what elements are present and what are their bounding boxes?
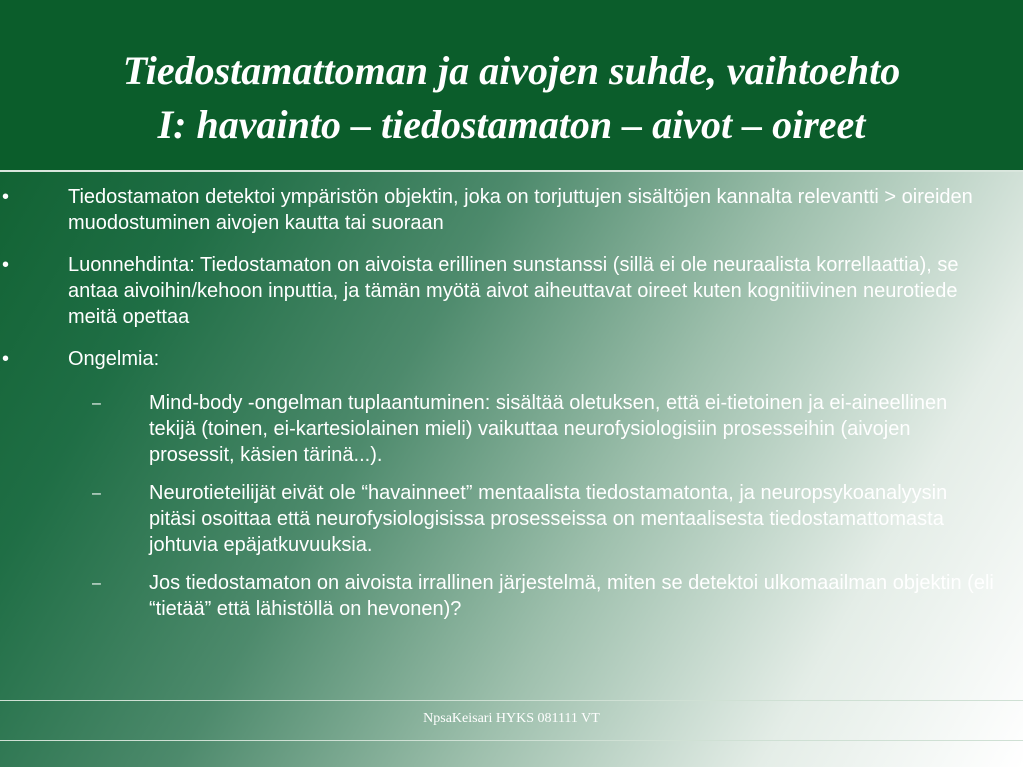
- bullet-marker: •: [2, 254, 10, 276]
- sub-bullet-text: Mind-body -ongelman tuplaantuminen: sisältää oletuksen, että ei-tietoinen ja ei-aineellinen tekijä (toinen, ei-kartesiolainen mieli) vaikuttaa neurofysiologisiin prosesseihin (aivojen prosessit, käsien tärinä...).: [149, 392, 948, 466]
- bullet-item: [0, 252, 1023, 330]
- sub-bullet-marker: –: [92, 575, 101, 592]
- content-body: [0, 184, 1023, 638]
- title-line-1: Tiedostamattoman ja aivojen suhde, vaihtoehto: [122, 48, 901, 93]
- sub-bullet-list: [0, 390, 1023, 622]
- footer-divider: [0, 700, 1023, 701]
- sub-bullet-marker: –: [92, 485, 101, 502]
- bullet-item: [0, 346, 1023, 622]
- bullet-text: Luonnehdinta: Tiedostamaton on aivoista erillinen sunstanssi (sillä ei ole neuraalista korrellaattia), se antaa aivoihin/kehoon inputtia, ja tämän myötä aivot aiheuttavat oireet kuten kognitiivinen neurotiede meitä opettaa: [68, 254, 959, 328]
- sub-bullet-item: [0, 480, 1023, 558]
- sub-bullet-item: [0, 570, 1023, 622]
- bullet-marker: •: [2, 186, 10, 208]
- sub-bullet-item: [0, 390, 1023, 468]
- bullet-item: [0, 184, 1023, 236]
- title-line-2: I: havainto – tiedostamaton – aivot – oireet: [157, 102, 866, 147]
- sub-bullet-text: Neurotieteilijät eivät ole “havainneet” mentaalista tiedostamatonta, ja neuropsykoanalyysin pitäsi osoittaa että neurofysiologisissa prosesseissa on mentaalisesta tiedostamattomasta johtuvia epäjatkuvuuksia.: [149, 482, 948, 556]
- sub-bullet-text: Jos tiedostamaton on aivoista irrallinen järjestelmä, miten se detektoi ulkomaailman objektin (eli “tietää” että lähistöllä on hevonen)?: [149, 572, 994, 620]
- slide-footer: NpsaKeisari HYKS 081111 VT: [423, 711, 600, 726]
- bullet-text: Ongelmia:: [68, 348, 160, 370]
- slide-title: [0, 44, 1023, 152]
- bullet-marker: •: [2, 348, 10, 370]
- bottom-divider: [0, 740, 1023, 741]
- bullet-text: Tiedostamaton detektoi ympäristön objektin, joka on torjuttujen sisältöjen kannalta relevantti > oireiden muodostuminen aivojen kautta tai suoraan: [68, 186, 973, 234]
- sub-bullet-marker: –: [92, 395, 101, 412]
